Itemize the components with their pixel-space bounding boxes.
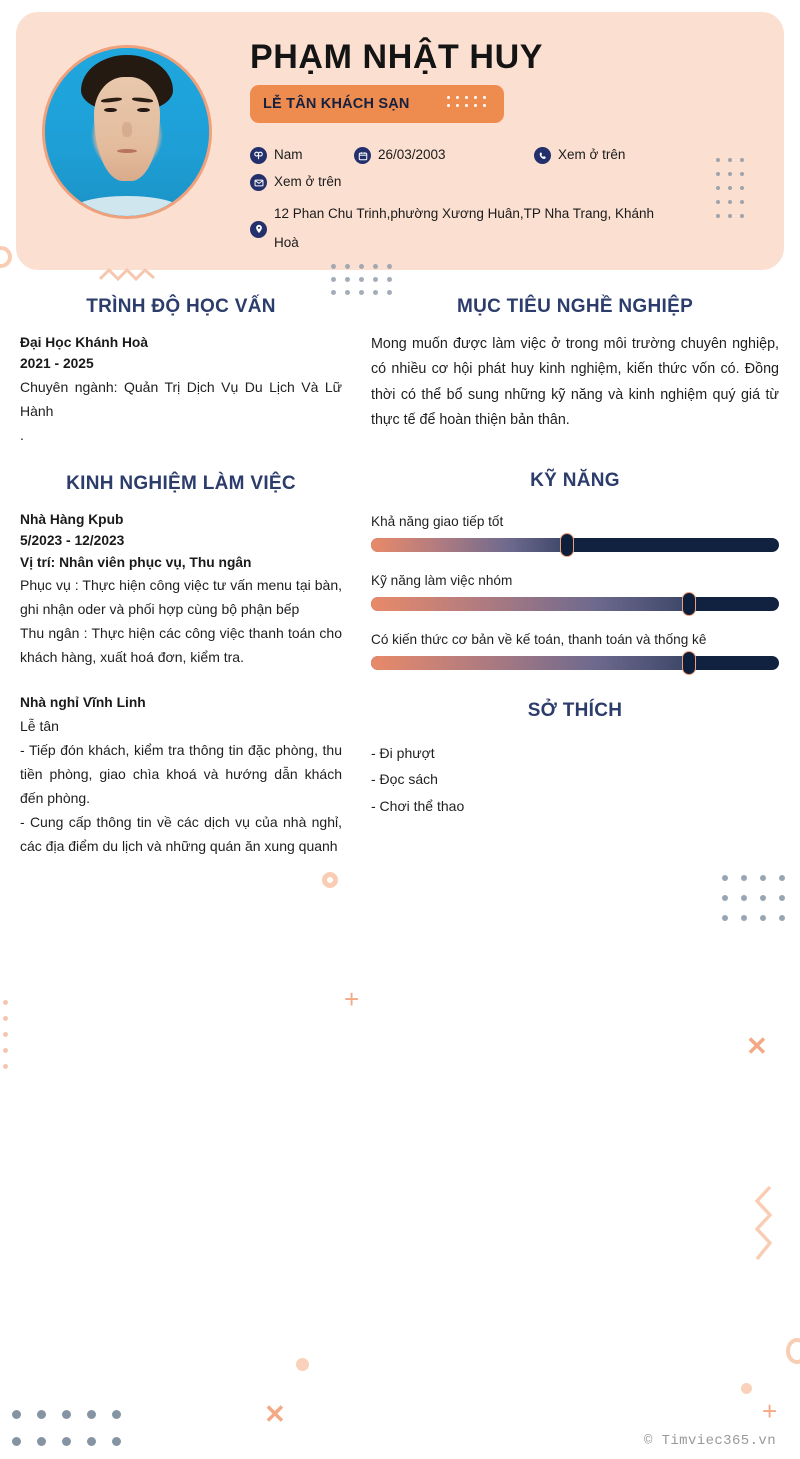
skill-2-label: Kỹ năng làm việc nhóm: [371, 572, 513, 588]
objective-title: MỤC TIÊU NGHỀ NGHIỆP: [456, 296, 694, 317]
skill-2-slider[interactable]: [371, 597, 779, 611]
skill-1-slider[interactable]: [371, 538, 779, 552]
hobbies-title: SỞ THÍCH: [527, 699, 623, 721]
job-2-company: Nhà nghỉ Vĩnh Linh: [20, 695, 146, 711]
skill-item: [371, 573, 779, 611]
job-2-desc-1: - Tiếp đón khách, kiểm tra thông tin đặc phòng, thu tiền phòng, giao chìa khoá và hướng dẫn khách đến phòng.: [20, 741, 342, 807]
experience-title: KINH NGHIỆM LÀM VIỆC: [66, 472, 296, 494]
right-column: [371, 296, 779, 846]
skill-1-thumb[interactable]: [560, 533, 574, 557]
location-pin-icon: [250, 221, 267, 238]
candidate-name: PHẠM NHẬT HUY: [250, 38, 544, 76]
job-2-desc-2: - Cung cấp thông tin về các dịch vụ của nhà nghỉ, các địa điểm du lịch và những quán ăn xung quanh: [20, 814, 342, 855]
section-skills: [371, 470, 779, 670]
hobby-item: - Chơi thể thao: [371, 797, 465, 814]
dot-column-decoration-left: [3, 1000, 13, 1080]
section-experience: [20, 473, 342, 858]
contact-row-2: [250, 173, 670, 191]
circle-decoration-bottom-right: [741, 1383, 752, 1394]
contact-dob: [354, 146, 534, 164]
skills-title: KỸ NĂNG: [530, 469, 620, 491]
skill-3-slider[interactable]: [371, 656, 779, 670]
job-title-badge: [250, 85, 504, 123]
contact-email: [250, 173, 341, 191]
calendar-icon: [354, 147, 371, 164]
contact-address: [250, 200, 666, 257]
skill-item: [371, 632, 779, 670]
education-major: Chuyên ngành: Quản Trị Dịch Vụ Du Lịch Và Lữ Hành: [20, 378, 342, 419]
arc-decoration-right: [786, 1338, 800, 1364]
left-column: [20, 296, 342, 884]
avatar-nose: [122, 122, 132, 137]
skill-2-fill: [371, 597, 689, 611]
zigzag-decoration-vertical: [750, 1185, 776, 1265]
skill-3-fill: [371, 656, 689, 670]
hobby-item: - Đi phượt: [371, 744, 435, 761]
job-1-desc-2: Thu ngân : Thực hiện các công việc thanh toán cho khách hàng, xuất hoá đơn, kiểm tra.: [20, 625, 342, 666]
job-1-desc-1: Phục vụ : Thực hiện công việc tư vấn menu tại bàn, ghi nhận oder và phối hợp cùng bộ phận bếp: [20, 577, 342, 618]
avatar-mouth: [117, 149, 137, 153]
skill-3-thumb[interactable]: [682, 651, 696, 675]
avatar: [42, 45, 212, 219]
education-years: 2021 - 2025: [20, 356, 94, 372]
envelope-icon: [250, 174, 267, 191]
experience-job-1: [20, 509, 342, 669]
job-title-label: LỄ TÂN KHÁCH SẠN: [263, 96, 410, 112]
plus-decoration-center: +: [344, 984, 360, 1014]
job-1-period: 5/2023 - 12/2023: [20, 533, 125, 549]
x-decoration-right: ✕: [746, 1031, 768, 1061]
contact-dob-value: 26/03/2003: [378, 147, 446, 162]
job-1-position: Vị trí: Nhân viên phục vụ, Thu ngân: [20, 554, 252, 570]
contact-phone-value: Xem ở trên: [558, 147, 626, 162]
skill-2-thumb[interactable]: [682, 592, 696, 616]
gender-icon: [250, 147, 267, 164]
skill-3-label: Có kiến thức cơ bản về kế toán, thanh toán và thống kê: [371, 631, 707, 647]
objective-text: Mong muốn được làm việc ở trong môi trường chuyên nghiệp, có nhiều cơ hội phát huy kinh nghiệm, kiến thức vốn có. Đồng thời có thể bổ sung những kỹ năng và kinh nghiệm quý giá từ thực tế để hoàn thiện bản thân.: [371, 336, 779, 429]
contact-info: [250, 146, 670, 266]
contact-row-3: [250, 200, 670, 257]
avatar-photo: [45, 48, 209, 216]
badge-dot-grid-icon: [447, 96, 492, 112]
footer-watermark: © Timviec365.vn: [643, 1433, 776, 1449]
skill-item: [371, 514, 779, 552]
contact-address-value: 12 Phan Chu Trinh,phường Xương Huân,TP Nha Trang, Khánh Hoà: [274, 206, 655, 250]
education-note: .: [20, 426, 24, 443]
header-card: [16, 12, 784, 270]
section-hobbies: [371, 700, 779, 820]
x-decoration-bottom: ✕: [264, 1399, 286, 1429]
arc-decoration-left: [0, 246, 12, 268]
contact-phone: [534, 146, 625, 164]
contact-row-1: [250, 146, 670, 164]
phone-icon: [534, 147, 551, 164]
dot-grid-decoration-mid-right: [722, 875, 798, 935]
education-title: TRÌNH ĐỘ HỌC VẤN: [86, 296, 276, 317]
experience-job-2: [20, 692, 342, 858]
dot-grid-decoration-bottom-left: [12, 1410, 137, 1459]
section-objective: [371, 296, 779, 434]
contact-gender: [250, 146, 354, 164]
plus-decoration-bottom-right: +: [762, 1396, 778, 1426]
skill-1-label: Khả năng giao tiếp tốt: [371, 513, 504, 529]
education-school: Đại Học Khánh Hoà: [20, 335, 149, 350]
job-2-position: Lễ tân: [20, 717, 59, 734]
contact-gender-value: Nam: [274, 147, 303, 162]
section-education: [20, 296, 342, 447]
circle-decoration-bottom-center: [296, 1358, 309, 1371]
hobby-item: - Đọc sách: [371, 771, 438, 788]
skill-1-fill: [371, 538, 567, 552]
contact-email-value: Xem ở trên: [274, 174, 342, 190]
header-dot-grid-icon: [716, 158, 752, 228]
job-1-company: Nhà Hàng Kpub: [20, 511, 124, 527]
